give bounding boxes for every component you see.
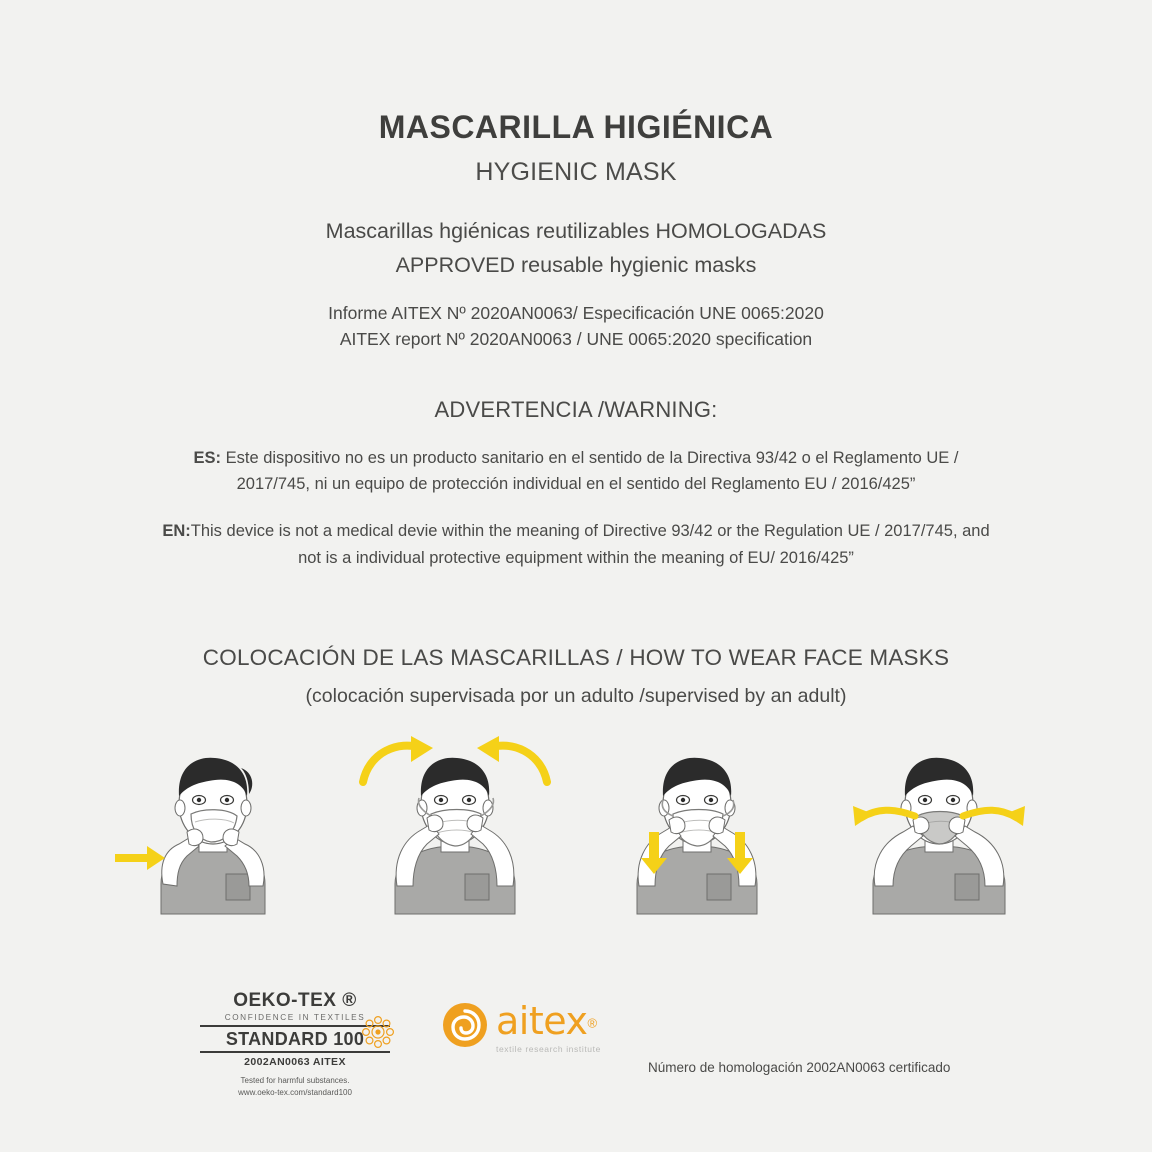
page-subtitle: HYGIENIC MASK (475, 158, 677, 187)
oeko-tex-title: OEKO-TEX ® (233, 990, 357, 1011)
howto-steps (0, 734, 1152, 919)
flower-icon (358, 1012, 398, 1057)
step-1-hold-mask-to-face (103, 734, 323, 919)
report-reference-en: AITEX report Nº 2020AN0063 / UNE 0065:2020 specification (339, 329, 813, 350)
oeko-tex-tagline: CONFIDENCE IN TEXTILES (224, 1013, 366, 1022)
warning-en-label: EN: (162, 521, 191, 540)
warning-en-text: This device is not a medical devie within the meaning of Directive 93/42 or the Regulation UE / 2017/745, and not is a individual protective equipment within the meaning of EU/ 2016/425” (190, 521, 990, 567)
oeko-tex-certificate-number: 2002AN0063 AITEX (244, 1056, 346, 1068)
arrow-icon-curve-right (477, 736, 547, 782)
poster-footer (0, 990, 1152, 1110)
step-2-lift-straps-over-ears (345, 734, 565, 919)
howto-title: COLOCACIÓN DE LAS MASCARILLAS / HOW TO WEAR FACE MASKS (202, 645, 950, 671)
aitex-registered-icon: ® (587, 1015, 598, 1031)
oeko-tex-footnote-line1: Tested for harmful substances. (240, 1076, 350, 1085)
aitex-tagline: textile research institute (496, 1043, 601, 1054)
lead-text-en: APPROVED reusable hygienic masks (395, 252, 757, 277)
howto-section (0, 645, 1152, 708)
page-title: MASCARILLA HIGIÉNICA (378, 109, 774, 145)
oeko-tex-standard: STANDARD 100 (225, 1029, 365, 1049)
oeko-tex-logo (200, 990, 390, 1098)
warning-title: ADVERTENCIA /WARNING: (434, 396, 718, 422)
report-reference-es: Informe AITEX Nº 2020AN0063/ Especificación UNE 0065:2020 (328, 303, 824, 324)
homologation-number: Número de homologación 2002AN0063 certificado (648, 1060, 951, 1075)
lead-text-es: Mascarillas hgiénicas reutilizables HOMOLOGADAS (325, 219, 827, 244)
aitex-wordmark: aitex (496, 998, 588, 1043)
arrow-icon-curve-left (363, 736, 433, 782)
howto-subtitle: (colocación supervisada por un adulto /supervised by an adult) (305, 685, 847, 708)
lead-text (0, 215, 1152, 282)
warning-en (161, 518, 991, 571)
poster-header (0, 0, 1152, 353)
aitex-logo (440, 1000, 601, 1055)
aitex-spiral-icon (440, 1000, 490, 1055)
warning-es-text: Este dispositivo no es un producto sanitario en el sentido de la Directiva 93/42 o el Reglamento UE / 2017/745, ni un equipo de protección individual en el sentido del Reglamento EU / 2016/425” (221, 448, 959, 494)
warning-es-label: ES: (193, 448, 222, 467)
report-reference (0, 300, 1152, 353)
oeko-tex-footnote (200, 1075, 390, 1098)
arrow-icon-right (115, 846, 165, 870)
warning-es (161, 445, 991, 498)
step-3-pull-straps-down (587, 734, 807, 919)
oeko-tex-footnote-line2: www.oeko-tex.com/standard100 (238, 1087, 352, 1097)
step-4-adjust-mask-fit (829, 734, 1049, 919)
